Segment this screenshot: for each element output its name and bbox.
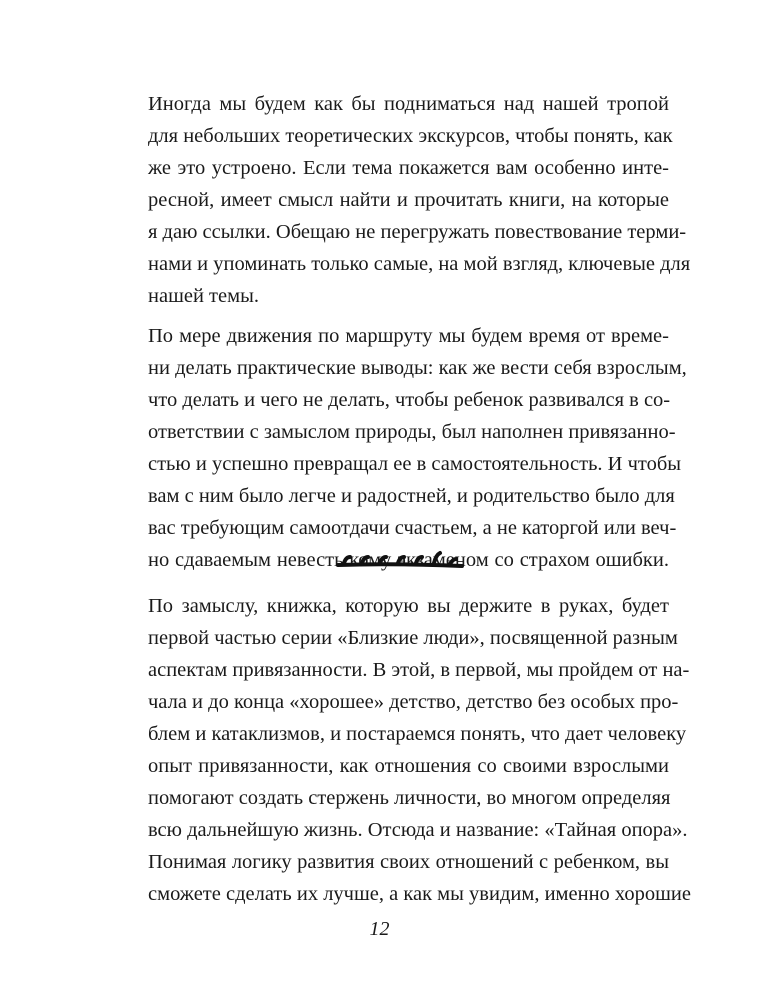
text-line: ответствии с замыслом природы, был наполнен привязанно- bbox=[148, 421, 676, 443]
text-line: чала и до конца «хорошее» детство, детство без особых про- bbox=[148, 691, 679, 713]
text-line: сможете сделать их лучше, а как мы увидим, именно хорошие bbox=[148, 883, 691, 905]
text-line: ни делать практические выводы: как же вести себя взрослым, bbox=[148, 357, 687, 379]
text-line: всю дальнейшую жизнь. Отсюда и название: «Тайная опора». bbox=[148, 819, 688, 841]
text-line: нашей темы. bbox=[148, 285, 259, 307]
text-line: же это устроено. Если тема покажется вам особенно инте- bbox=[148, 157, 669, 179]
text-line: Понимая логику развития своих отношений с ребенком, вы bbox=[148, 851, 669, 873]
paragraph-3 bbox=[148, 590, 691, 910]
text-line: вам с ним было легче и радостней, и родительство было для bbox=[148, 485, 675, 507]
page-number: 12 bbox=[369, 918, 390, 940]
text-line: ресной, имеет смысл найти и прочитать книги, на которые bbox=[148, 189, 669, 211]
text-line: стью и успешно превращал ее в самостоятельность. И чтобы bbox=[148, 453, 682, 475]
text-line: Иногда мы будем как бы подниматься над нашей тропой bbox=[148, 93, 669, 115]
ornament-divider-icon bbox=[336, 545, 464, 571]
text-line: я даю ссылки. Обещаю не перегружать повествование терми- bbox=[148, 221, 687, 243]
text-line: нами и упоминать только самые, на мой взгляд, ключевые для bbox=[148, 253, 691, 275]
text-line: первой частью серии «Близкие люди», посвященной разным bbox=[148, 627, 678, 649]
paragraph-2 bbox=[148, 320, 687, 576]
text-line: помогают создать стержень личности, во многом определяя bbox=[148, 787, 671, 809]
text-line: По замыслу, книжка, которую вы держите в руках, будет bbox=[148, 595, 669, 617]
text-line: но сдаваемым невесть кому экзаменом со страхом ошибки. bbox=[148, 549, 669, 571]
text-line: для небольших теоретических экскурсов, чтобы понять, как bbox=[148, 125, 673, 147]
paragraph-1 bbox=[148, 88, 691, 312]
text-line: По мере движения по маршруту мы будем время от време- bbox=[148, 325, 669, 347]
text-line: аспектам привязанности. В этой, в первой, мы пройдем от на- bbox=[148, 659, 690, 681]
text-line: блем и катаклизмов, и постараемся понять, что дает человеку bbox=[148, 723, 687, 745]
text-line: опыт привязанности, как отношения со своими взрослыми bbox=[148, 755, 669, 777]
text-line: что делать и чего не делать, чтобы ребенок развивался в со- bbox=[148, 389, 671, 411]
text-line: вас требующим самоотдачи счастьем, а не каторгой или веч- bbox=[148, 517, 677, 539]
